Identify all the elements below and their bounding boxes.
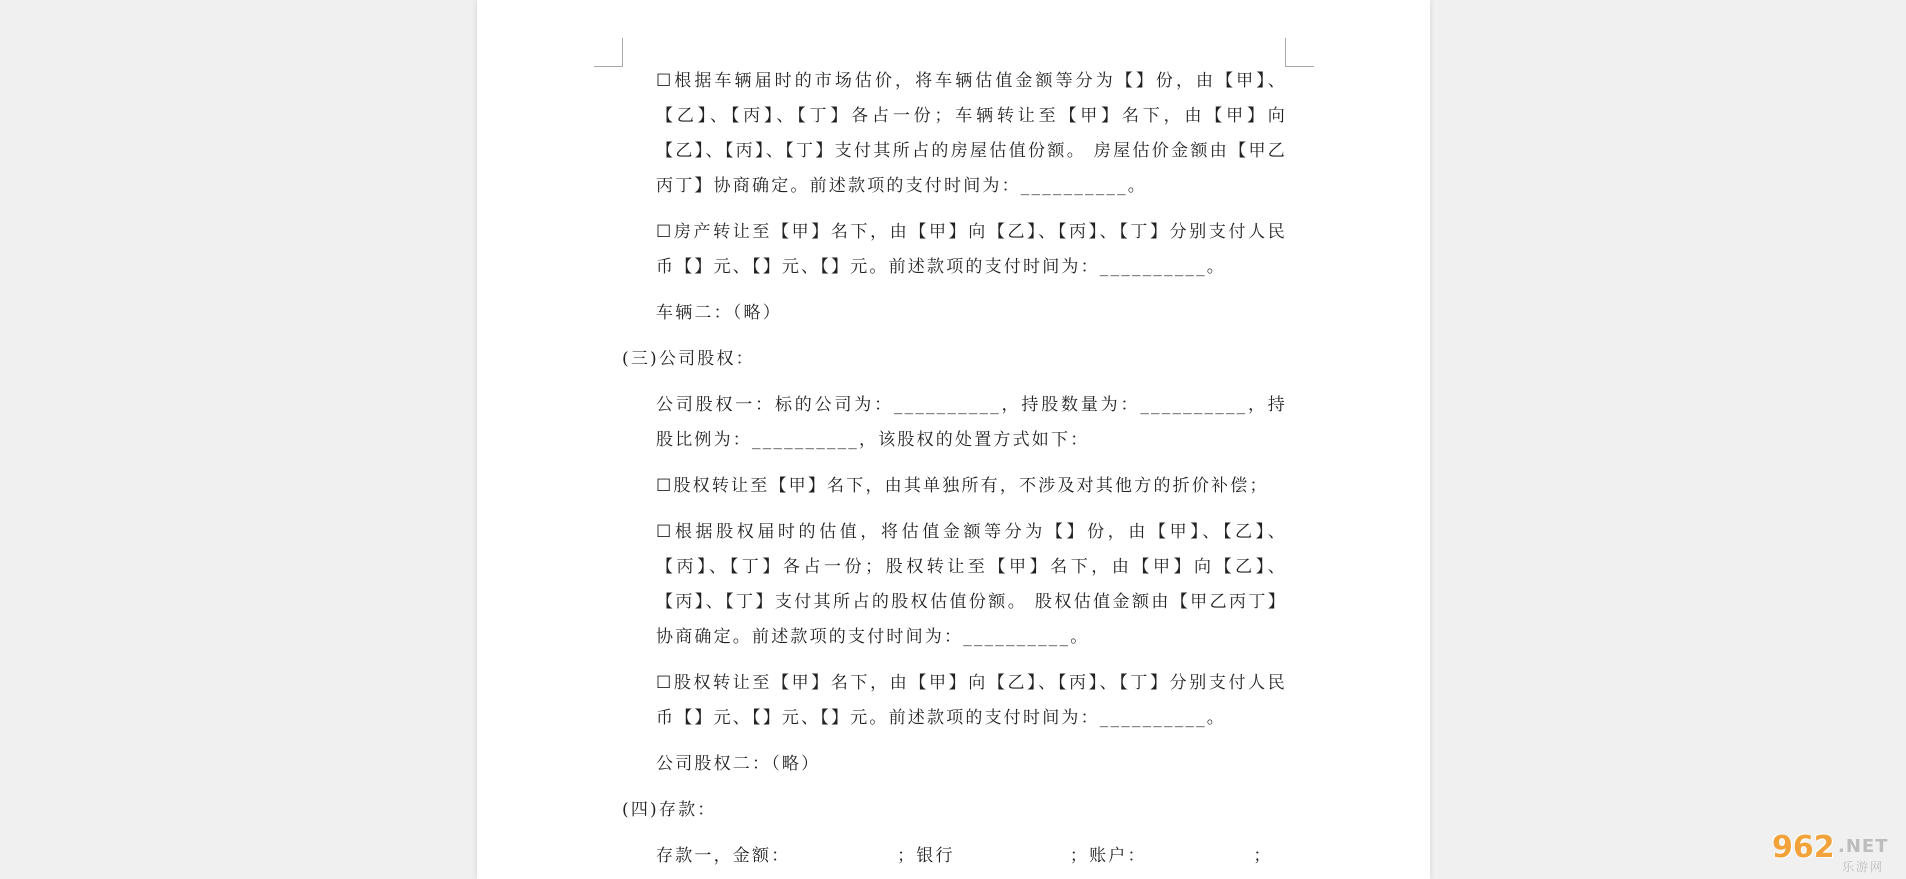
paragraph-equity-option-sole: ☐股权转让至【甲】名下，由其单独所有，不涉及对其他方的折价补偿； (656, 476, 1269, 496)
paragraph-equity-one: 公司股权一：标的公司为：__________，持股数量为：__________，持股比例为：__________，该股权的处置方式如下： (656, 395, 1287, 450)
paragraph-deposit-one: 存款一，金额： ；银行 ；账户： ； (656, 846, 1273, 866)
paragraph-vehicle-two: 车辆二：（略） (656, 303, 782, 323)
watermark-suffix: .NET (1838, 836, 1889, 857)
paragraph-vehicle-option-valuation: ☐根据车辆届时的市场估价，将车辆估值金额等分为【】份，由【甲】、【乙】、【丙】、【丁】各占一份；车辆转让至【甲】名下，由【甲】向【乙】、【丙】、【丁】支付其所占的房屋估值份额。 房屋估价金额由【甲乙丙丁】协商确定。前述款项的支付时间为：__________。 (656, 71, 1287, 196)
watermark-subtitle: 乐游网 (1842, 860, 1885, 874)
section-heading-equity: (三)公司股权： (622, 349, 755, 369)
margin-corner-top-right (1285, 38, 1314, 67)
paragraph-vehicle-option-payment: ☐房产转让至【甲】名下，由【甲】向【乙】、【丙】、【丁】分别支付人民币【】元、【】元、【】元。前述款项的支付时间为：__________。 (656, 222, 1287, 277)
section-heading-deposit: (四)存款： (622, 800, 717, 820)
margin-corner-top-left (594, 38, 623, 67)
paragraph-equity-option-payment: ☐股权转让至【甲】名下，由【甲】向【乙】、【丙】、【丁】分别支付人民币【】元、【】元、【】元。前述款项的支付时间为：__________。 (656, 673, 1287, 728)
site-watermark-logo (1768, 830, 1898, 874)
document-body (622, 64, 1287, 879)
paragraph-equity-option-valuation: ☐根据股权届时的估值，将估值金额等分为【】份，由【甲】、【乙】、【丙】、【丁】各占一份；股权转让至【甲】名下，由【甲】向【乙】、【丙】、【丁】支付其所占的股权估值份额。 股权估值金额由【甲乙丙丁】协商确定。前述款项的支付时间为：__________。 (656, 522, 1287, 647)
watermark-number: 962 (1772, 830, 1835, 865)
paragraph-equity-two: 公司股权二：（略） (656, 754, 821, 774)
document-page (477, 0, 1430, 879)
